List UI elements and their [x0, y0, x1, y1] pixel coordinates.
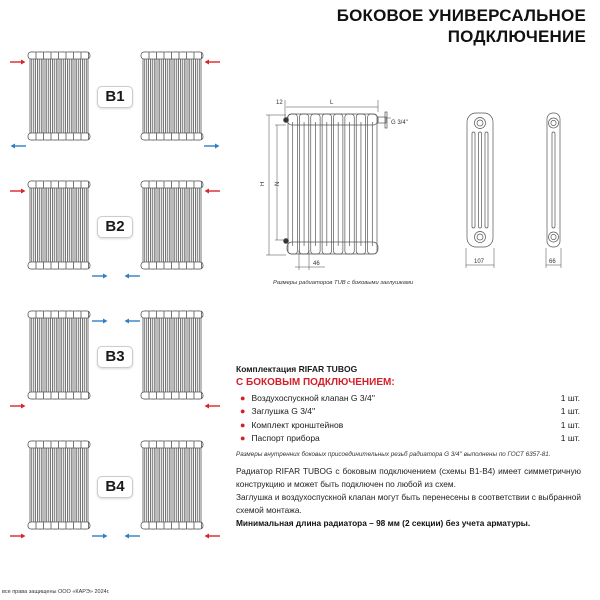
return-arrow-icon: [204, 136, 220, 142]
kit-item: [236, 391, 586, 405]
kit-item-qty: 1 шт.: [560, 419, 580, 430]
scheme-label-b4: B4: [97, 476, 133, 498]
dim-107: 107: [474, 259, 485, 265]
description-p3: Минимальная длина радиатора – 98 мм (2 секции) без учета арматуры.: [236, 518, 531, 528]
kit-item-qty: 1 шт.: [560, 406, 580, 417]
radiator-b2-right: [140, 178, 204, 272]
kit-title: Комплектация RIFAR TUBOG: [236, 364, 358, 374]
kit-item-qty: 1 шт.: [560, 433, 580, 444]
kit-item-qty: 1 шт.: [560, 392, 580, 403]
return-arrow-icon: [124, 526, 140, 532]
radiator-b1-right: [140, 49, 204, 143]
bullet-icon: ●: [240, 406, 246, 417]
supply-arrow-icon: [204, 181, 220, 187]
scheme-label-b3: B3: [97, 346, 133, 368]
kit-item: [236, 418, 586, 432]
bullet-icon: ●: [240, 392, 246, 403]
dim-12: 12: [276, 100, 283, 106]
description-p2: Заглушка и воздухоспускной клапан могут быть перенесены в соответствии с выбранной схемой монтажа.: [236, 492, 581, 515]
radiator-b4-right: [140, 438, 204, 532]
kit-item: [236, 405, 586, 419]
kit-item-name: Заглушка G 3/4'': [251, 406, 316, 417]
radiator-front-view: [284, 112, 388, 254]
dim-46: 46: [313, 261, 320, 267]
kit-section: [236, 364, 586, 458]
radiator-b2-left: [27, 178, 91, 272]
scheme-label-b1: B1: [97, 86, 133, 108]
kit-subtitle: С БОКОВЫМ ПОДКЛЮЧЕНИЕМ:: [236, 377, 395, 388]
supply-arrow-icon: [10, 181, 26, 187]
supply-arrow-icon: [204, 526, 220, 532]
radiator-b1-left: [27, 49, 91, 143]
radiator-side-view-107: [467, 113, 493, 247]
kit-item-name: Паспорт прибора: [251, 433, 320, 444]
return-arrow-icon: [92, 266, 108, 272]
scheme-label-b2: B2: [97, 216, 133, 238]
return-arrow-icon: [124, 311, 140, 317]
description: [236, 465, 581, 530]
bullet-icon: ●: [240, 419, 246, 430]
return-arrow-icon: [10, 136, 26, 142]
supply-arrow-icon: [204, 396, 220, 402]
dim-N: N: [275, 181, 281, 186]
supply-arrow-icon: [10, 396, 26, 402]
kit-item-name: Комплект кронштейнов: [251, 419, 344, 430]
kit-item-name: Воздухоспускной клапан G 3/4'': [251, 392, 375, 403]
return-arrow-icon: [92, 526, 108, 532]
dim-L: L: [330, 100, 334, 106]
radiator-b4-left: [27, 438, 91, 532]
dim-H: H: [260, 181, 266, 186]
return-arrow-icon: [124, 266, 140, 272]
radiator-b3-left: [27, 308, 91, 402]
kit-item: [236, 432, 586, 446]
drawing-caption: Размеры радиаторов TUB с боковыми заглушками: [273, 280, 414, 286]
copyright-footer: все права защищены ООО «КАРЭ» 2024г.: [2, 589, 110, 595]
page-title-line1: БОКОВОЕ УНИВЕРСАЛЬНОЕ: [336, 6, 586, 25]
kit-note: Размеры внутренних боковых присоединительных резьб радиатора G 3/4'' выполнены по ГОСТ 6357-81.: [236, 451, 551, 458]
page-title-line2: ПОДКЛЮЧЕНИЕ: [447, 27, 586, 46]
thread-label: G 3/4'': [391, 120, 408, 126]
bullet-icon: ●: [240, 433, 246, 444]
supply-arrow-icon: [10, 526, 26, 532]
radiator-b3-right: [140, 308, 204, 402]
radiator-side-view-66: [547, 113, 560, 247]
supply-arrow-icon: [10, 52, 26, 58]
return-arrow-icon: [92, 311, 108, 317]
dimension-drawing: [260, 90, 600, 290]
dim-66: 66: [549, 259, 556, 265]
dimension-lines: [266, 100, 561, 270]
supply-arrow-icon: [204, 52, 220, 58]
description-p1: Радиатор RIFAR TUBOG с боковым подключением (схемы B1-B4) имеет симметричную конструкцию и может быть подключен по любой из схем.: [236, 466, 581, 489]
